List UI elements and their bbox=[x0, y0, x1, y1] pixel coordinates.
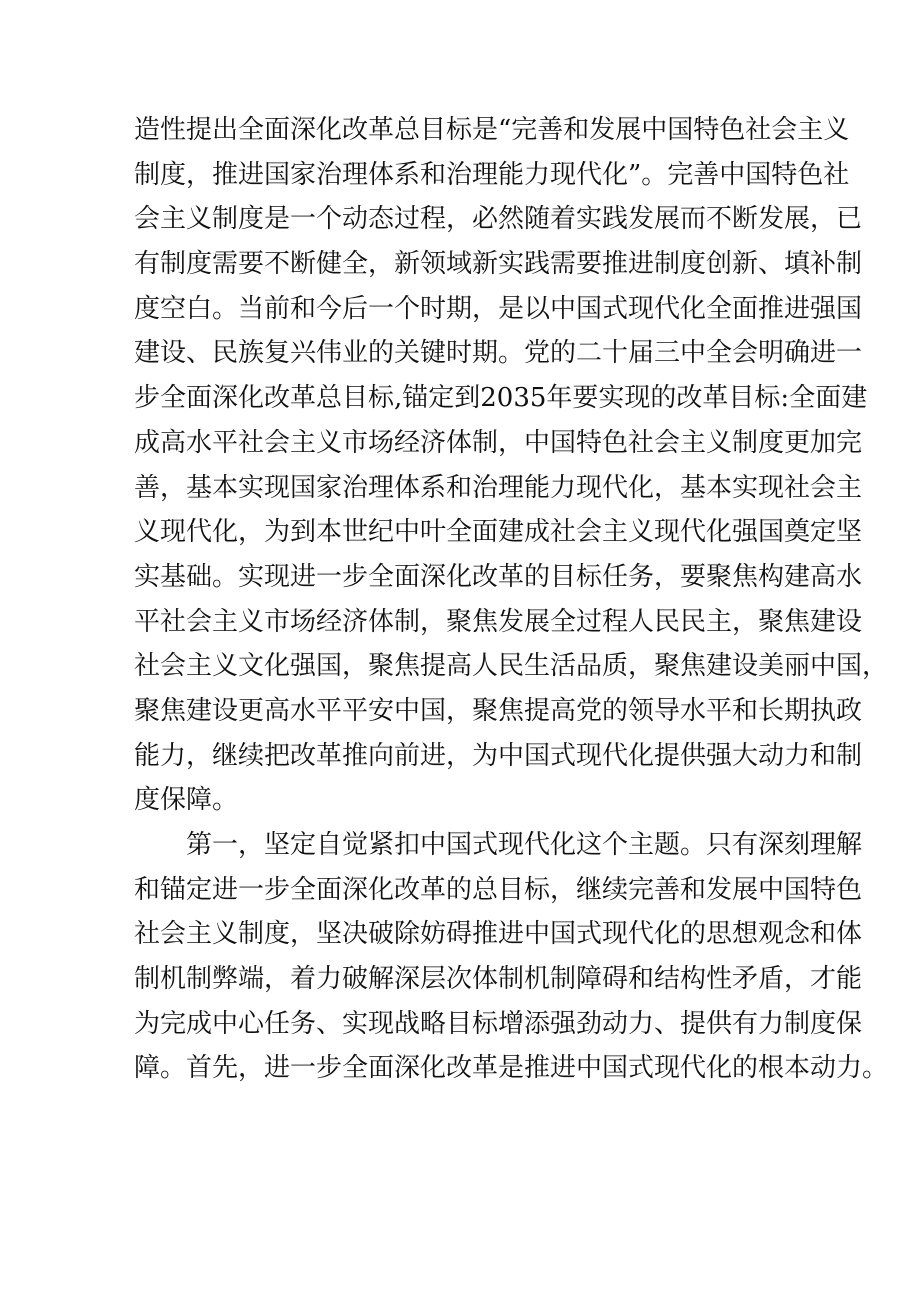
text-line: 度空白。当前和今后一个时期，是以中国式现代化全面推进强国 bbox=[134, 293, 863, 324]
text-line: 制度，推进国家治理体系和治理能力现代化”。完善中国特色社 bbox=[134, 159, 850, 190]
text-line: 义现代化，为到本世纪中叶全面建成社会主义现代化强国奠定坚 bbox=[134, 517, 863, 548]
text-line: 障。首先，进一步全面深化改革是推进中国式现代化的根本动力。 bbox=[134, 1053, 889, 1084]
text-line: 社会主义文化强国，聚焦提高人民生活品质，聚焦建设美丽中国， bbox=[134, 651, 889, 682]
text-line: 步全面深化改革总目标,锚定到2035年要实现的改革目标:全面建 bbox=[134, 383, 868, 414]
text-line: 能力，继续把改革推向前进，为中国式现代化提供强大动力和制 bbox=[134, 740, 863, 771]
text-line: 制机制弊端，着力破解深层次体制机制障碍和结构性矛盾，才能 bbox=[134, 964, 863, 995]
body-text bbox=[134, 108, 889, 1091]
text-line: 造性提出全面深化改革总目标是“完善和发展中国特色社会主义 bbox=[134, 115, 850, 145]
text-line: 社会主义制度，坚决破除妨碍推进中国式现代化的思想观念和体 bbox=[134, 919, 863, 950]
text-line: 善，基本实现国家治理体系和治理能力现代化，基本实现社会主 bbox=[134, 472, 863, 503]
paragraph-2 bbox=[134, 823, 889, 1091]
text-line: 第一，坚定自觉紧扣中国式现代化这个主题。只有深刻理解 bbox=[186, 830, 863, 860]
text-line: 成高水平社会主义市场经济体制，中国特色社会主义制度更加完 bbox=[134, 427, 863, 458]
text-line: 实基础。实现进一步全面深化改革的目标任务，要聚焦构建高水 bbox=[134, 561, 863, 592]
text-line: 为完成中心任务、实现战略目标增添强劲动力、提供有力制度保 bbox=[134, 1008, 863, 1039]
text-line: 平社会主义市场经济体制，聚焦发展全过程人民民主，聚焦建设 bbox=[134, 606, 863, 637]
text-line: 有制度需要不断健全，新领域新实践需要推进制度创新、填补制 bbox=[134, 249, 863, 280]
text-line: 建设、民族复兴伟业的关键时期。党的二十届三中全会明确进一 bbox=[134, 338, 863, 369]
text-line: 会主义制度是一个动态过程，必然随着实践发展而不断发展，已 bbox=[134, 204, 863, 235]
text-line: 聚焦建设更高水平平安中国，聚焦提高党的领导水平和长期执政 bbox=[134, 695, 863, 726]
text-line: 度保障。 bbox=[134, 785, 239, 816]
paragraph-1 bbox=[134, 108, 889, 823]
text-line: 和锚定进一步全面深化改革的总目标，继续完善和发展中国特色 bbox=[134, 874, 863, 905]
